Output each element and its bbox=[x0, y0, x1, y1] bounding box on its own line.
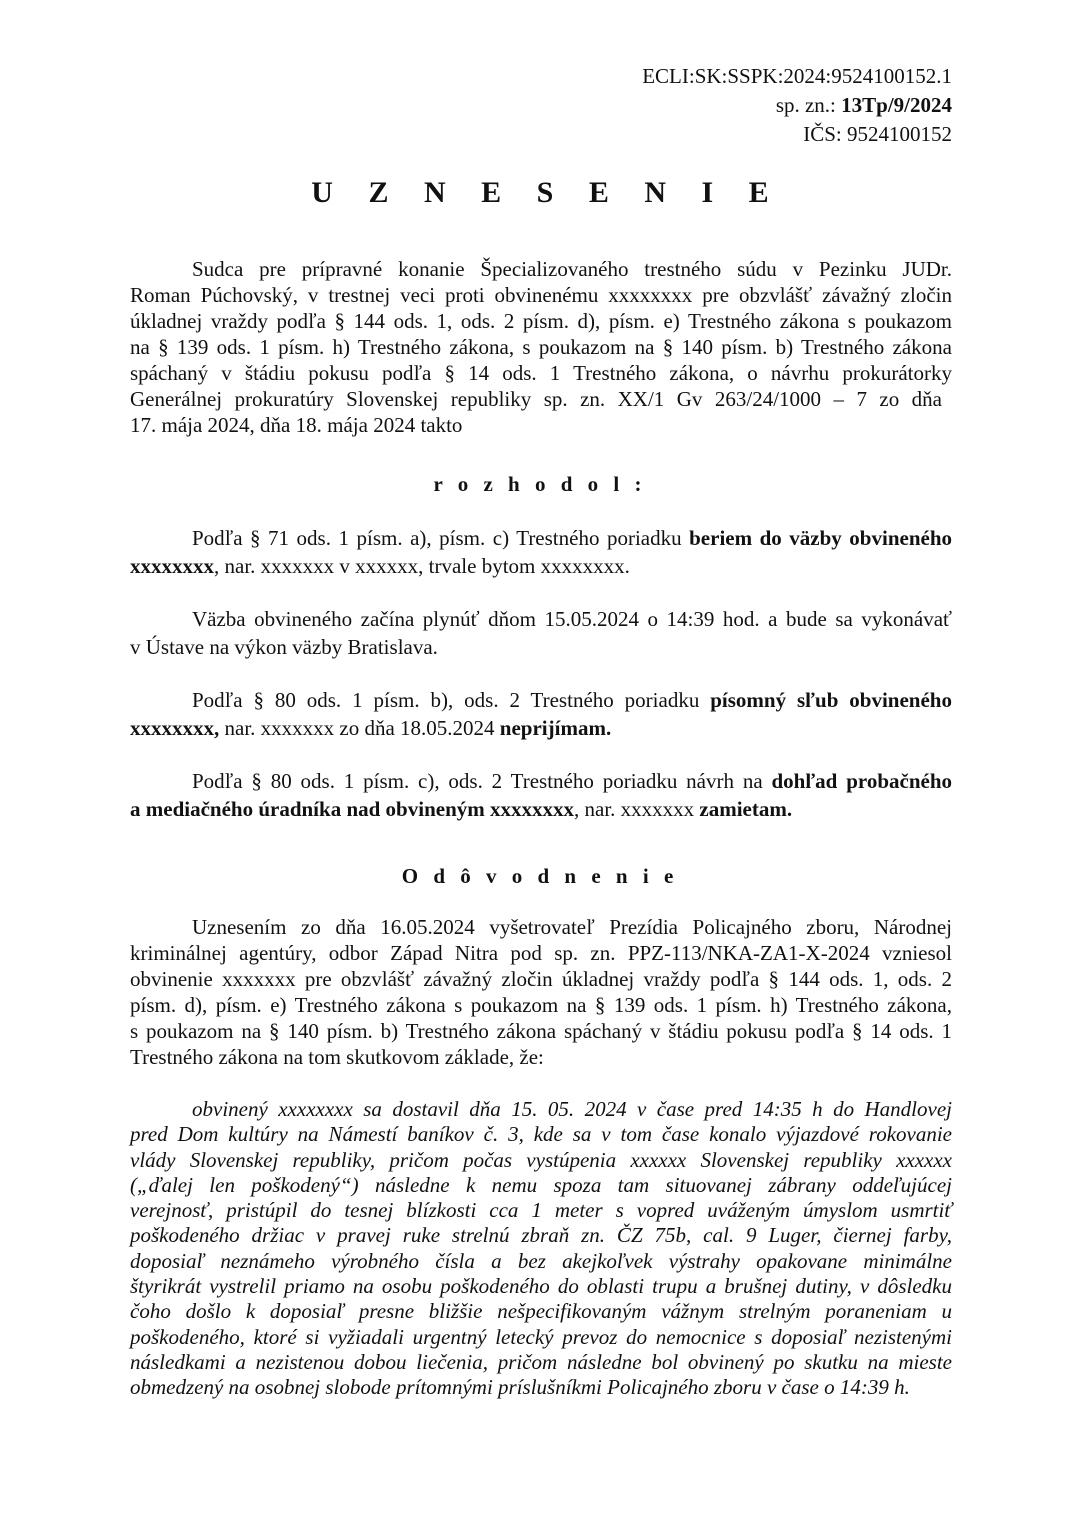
text-line: vlády Slovenskej republiky, pričom počas vystúpenia xxxxxx Slovenskej republiky xxxxxx bbox=[130, 1147, 952, 1172]
case-number bbox=[642, 91, 952, 120]
reasoning-heading: O d ô v o d n e n i e bbox=[401, 864, 679, 888]
text-line: obvinenie xxxxxxx pre obzvlášť závažný zločin úkladnej vraždy podľa § 144 ods. 1, ods. 2 bbox=[130, 967, 952, 991]
text-line: úkladnej vraždy podľa § 144 ods. 1, ods. 2 písm. d), písm. e) Trestného zákona s poukazom bbox=[130, 309, 952, 333]
document-title: U Z N E S E N I E bbox=[311, 176, 783, 209]
text-line: písm. d), písm. e) Trestného zákona s poukazom na § 139 ods. 1 písm. h) Trestného zákona, bbox=[130, 993, 952, 1017]
text-line: a mediačného úradníka nad obvineným xxxxxxxx, nar. xxxxxxx zamietam. bbox=[130, 797, 793, 821]
text-line: doposiaľ neznámeho výrobného čísla a bez akejkoľvek výstrahy opakovane minimálne bbox=[130, 1248, 952, 1273]
decision-custody bbox=[130, 524, 952, 580]
text-line: spáchaný v štádiu pokusu podľa § 14 ods. 1 Trestného zákona, o návrhu prokurátorky bbox=[130, 361, 952, 385]
text-line: poškodeného držiac v pravej ruke strelnú zbraň zn. ČZ 75b, cal. 9 Luger, čiernej farby, bbox=[130, 1223, 952, 1248]
text-line: poškodeného, ktoré si vyžiadali urgentný letecký prevoz do nemocnice s doposiaľ nezistenými bbox=[130, 1324, 952, 1349]
decision-heading: r o z h o d o l : bbox=[433, 472, 647, 496]
reasoning-paragraph bbox=[130, 914, 952, 1070]
text-line: Roman Púchovský, v trestnej veci proti obvinenému xxxxxxxx pre obzvlášť závažný zločin bbox=[130, 283, 952, 307]
decision-probation-supervision bbox=[130, 767, 952, 823]
decision-written-promise bbox=[130, 686, 952, 742]
decision-custody-start bbox=[130, 605, 952, 661]
text-line: Sudca pre prípravné konanie Špecializovaného trestného súdu v Pezinku JUDr. bbox=[192, 257, 952, 281]
text-line: následkami a nezistenou dobou liečenia, pričom následne bol obvinený po skutku na mieste bbox=[130, 1349, 952, 1374]
text-line: Podľa § 80 ods. 1 písm. c), ods. 2 Trestného poriadku návrh na dohľad probačného bbox=[192, 769, 952, 793]
case-number-label: sp. zn.: bbox=[775, 93, 842, 117]
case-number-value: 13Tp/9/2024 bbox=[841, 93, 952, 117]
text-line: s poukazom na § 140 písm. b) Trestného zákona spáchaný v štádiu pokusu podľa § 14 ods. 1 bbox=[130, 1019, 952, 1043]
text-line: Podľa § 80 ods. 1 písm. b), ods. 2 Trestného poriadku písomný sľub obvineného bbox=[192, 688, 952, 712]
text-line: Trestného zákona na tom skutkovom základe, že: bbox=[130, 1045, 544, 1069]
text-line: verejnosť, pristúpil do tesnej blízkosti cca 1 meter s vopred uváženým úmyslom usmrtiť bbox=[130, 1198, 952, 1223]
text-line: Väzba obvineného začína plynúť dňom 15.05.2024 o 14:39 hod. a bude sa vykonávať bbox=[192, 607, 952, 631]
intro-paragraph bbox=[130, 256, 952, 438]
text-line: obmedzený na osobnej slobode prítomnými príslušníkmi Policajného zboru v čase o 14:39 h. bbox=[130, 1375, 910, 1400]
facts-paragraph bbox=[130, 1097, 952, 1401]
text-line: štyrikrát vystrelil priamo na osobu poškodeného do oblasti trupu a brušnej dutiny, v dôsledku bbox=[130, 1274, 952, 1299]
text-line: xxxxxxxx, nar. xxxxxxx v xxxxxx, trvale bytom xxxxxxxx. bbox=[130, 554, 630, 578]
text-line: pred Dom kultúry na Námestí baníkov č. 3, kde sa v tom čase konalo výjazdové rokovanie bbox=[130, 1122, 952, 1147]
text-line: na § 139 ods. 1 písm. h) Trestného zákona, s poukazom na § 140 písm. b) Trestného zákona bbox=[130, 335, 952, 359]
ecli-identifier: ECLI:SK:SSPK:2024:9524100152.1 bbox=[642, 64, 952, 88]
text-line: xxxxxxxx, nar. xxxxxxx zo dňa 18.05.2024 neprijímam. bbox=[130, 716, 612, 740]
text-line: čoho došlo k doposiaľ presne bližšie nešpecifikovaným vážnym strelným poraneniam u bbox=[130, 1299, 952, 1324]
text-line: Generálnej prokuratúry Slovenskej republiky sp. zn. XX/1 Gv 263/24/1000 – 7 zo dňa bbox=[130, 387, 942, 411]
text-line: obvinený xxxxxxxx sa dostavil dňa 15. 05. 2024 v čase pred 14:35 h do Handlovej bbox=[192, 1097, 952, 1121]
text-line: kriminálnej agentúry, odbor Západ Nitra pod sp. zn. PPZ-113/NKA-ZA1-X-2024 vzniesol bbox=[130, 941, 952, 965]
text-line: 17. mája 2024, dňa 18. mája 2024 takto bbox=[130, 413, 463, 437]
text-line: („ďalej len poškodený“) následne k nemu spoza tam situovanej zábrany oddeľujúcej bbox=[130, 1172, 952, 1197]
text-line: Podľa § 71 ods. 1 písm. a), písm. c) Trestného poriadku beriem do väzby obvineného bbox=[192, 526, 952, 550]
text-line: v Ústave na výkon väzby Bratislava. bbox=[130, 635, 438, 659]
text-line: Uznesením zo dňa 16.05.2024 vyšetrovateľ Prezídia Policajného zboru, Národnej bbox=[192, 915, 952, 939]
ics-number: IČS: 9524100152 bbox=[803, 122, 952, 146]
case-identifiers bbox=[642, 62, 952, 149]
